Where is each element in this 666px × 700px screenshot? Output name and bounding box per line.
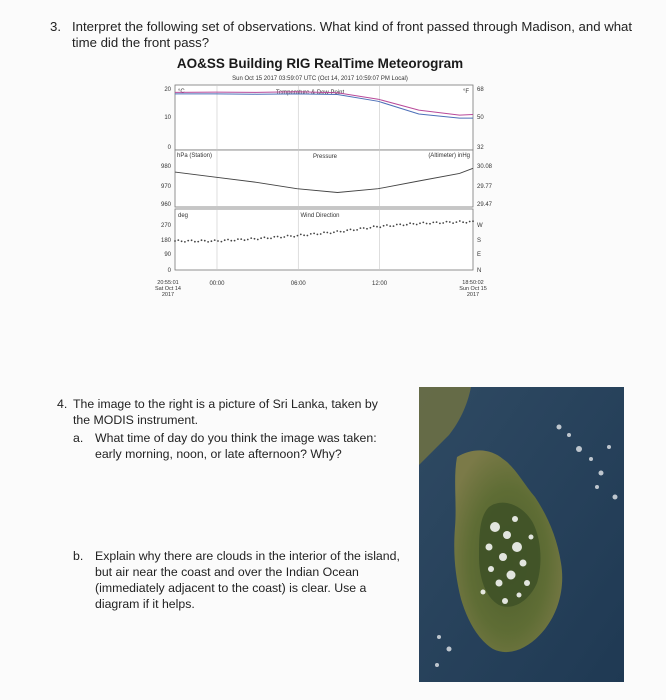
panel2-right-tick: 29.77	[477, 184, 493, 190]
panel2-left-tick: 960	[160, 202, 171, 208]
wind-direction-point	[247, 239, 249, 241]
wind-direction-point	[466, 222, 468, 224]
panel3-right-tick: S	[477, 238, 482, 244]
question-4a-number: a.	[73, 431, 84, 445]
wind-direction-point	[326, 232, 328, 234]
wind-direction-point	[174, 240, 176, 242]
panel2-left-tick: 980	[160, 164, 171, 170]
time-axis-end: 2017	[466, 292, 480, 298]
wind-direction-point	[177, 239, 179, 241]
wind-direction-point	[472, 220, 474, 222]
wind-direction-point	[389, 225, 391, 227]
panel3-left-tick: 0	[167, 268, 171, 274]
question-4b-number: b.	[73, 549, 84, 563]
sri-lanka-satellite-image	[419, 387, 624, 682]
wind-direction-point	[313, 233, 315, 235]
wind-direction-point	[340, 231, 342, 233]
wind-direction-point	[343, 231, 345, 233]
panel3-left-tick: 180	[160, 238, 171, 244]
wind-direction-point	[426, 223, 428, 225]
wind-direction-point	[376, 226, 378, 228]
panel2-right-tick: 29.47	[477, 202, 493, 208]
wind-direction-point	[350, 229, 352, 231]
panel1-right-tick: 68	[477, 87, 484, 93]
wind-direction-point	[462, 221, 464, 223]
question-4-number: 4.	[57, 397, 68, 411]
wind-direction-point	[360, 227, 362, 229]
meteogram	[140, 56, 500, 306]
wind-direction-point	[456, 221, 458, 223]
wind-direction-point	[270, 238, 272, 240]
meteogram-title: AO&SS Building RIG RealTime Meteorogram	[176, 56, 464, 71]
panel3-right-tick: N	[477, 268, 482, 274]
wind-direction-point	[399, 223, 401, 225]
wind-direction-point	[303, 234, 305, 236]
wind-direction-point	[403, 225, 405, 227]
wind-direction-point	[244, 239, 246, 241]
wind-direction-point	[409, 222, 411, 224]
wind-direction-point	[197, 241, 199, 243]
wind-direction-point	[422, 222, 424, 224]
wind-direction-point	[283, 236, 285, 238]
wind-direction-point	[234, 240, 236, 242]
panel1-left-tick: 0	[167, 145, 171, 151]
time-axis-end: Sun Oct 15	[459, 286, 487, 292]
question-4a-text: What time of day do you think the image was taken: early morning, noon, or late afternoon? Why?	[95, 431, 377, 461]
wind-direction-point	[449, 221, 451, 223]
panel1-right-tick: 50	[477, 115, 484, 121]
wind-direction-point	[280, 237, 282, 239]
wind-direction-point	[201, 239, 203, 241]
wind-direction-point	[287, 235, 289, 237]
wind-direction-point	[346, 229, 348, 231]
wind-direction-point	[293, 236, 295, 238]
question-4-text: The image to the right is a picture of Sri Lanka, taken by the MODIS instrument.	[73, 397, 378, 427]
panel1-unit-right: °F	[463, 89, 470, 95]
wind-direction-point	[386, 224, 388, 226]
wind-direction-point	[317, 234, 319, 236]
wind-direction-point	[254, 238, 256, 240]
wind-direction-point	[224, 239, 226, 241]
wind-direction-point	[194, 241, 196, 243]
meteogram-subtitle: Sun Oct 15 2017 03:59:07 UTC (Oct 14, 2017 10:59:07 PM Local)	[232, 76, 408, 82]
wind-direction-point	[356, 229, 358, 231]
panel3-label-center: Wind Direction	[300, 213, 340, 219]
wind-direction-point	[217, 240, 219, 242]
wind-direction-point	[383, 225, 385, 227]
wind-direction-point	[227, 239, 229, 241]
panel1-left-tick: 20	[164, 87, 171, 93]
wind-direction-point	[436, 221, 438, 223]
question-4b-text: Explain why there are clouds in the interior of the island, but air near the coast and over the Indian Ocean (immediately adjacent to the coast) is clear. Use a diagram if it helps.	[95, 549, 400, 611]
wind-direction-point	[264, 236, 266, 238]
panel2-label-center: Pressure	[312, 154, 338, 160]
wind-direction-point	[320, 233, 322, 235]
wind-direction-point	[250, 237, 252, 239]
wind-direction-point	[230, 240, 232, 242]
wind-direction-point	[204, 240, 206, 242]
wind-direction-point	[439, 223, 441, 225]
wind-direction-point	[442, 222, 444, 224]
time-axis-tick: 06:00	[290, 281, 306, 287]
meteogram-chart	[140, 56, 500, 306]
wind-direction-point	[416, 224, 418, 226]
panel2-right-tick: 30.08	[477, 164, 493, 170]
wind-direction-point	[413, 223, 415, 225]
wind-direction-point	[211, 240, 213, 242]
wind-direction-point	[191, 239, 193, 241]
wind-direction-point	[290, 235, 292, 237]
panel2-label-left: hPa (Station)	[177, 153, 213, 159]
time-axis-end: 18:50:02	[462, 280, 484, 286]
panel3-left-tick: 90	[164, 252, 171, 258]
wind-direction-point	[181, 240, 183, 242]
panel1-legend: Temperature & Dew Point	[275, 90, 345, 96]
time-axis-start: 2017	[161, 292, 175, 298]
wind-direction-point	[297, 235, 299, 237]
wind-direction-point	[310, 233, 312, 235]
time-axis-tick: 00:00	[209, 281, 225, 287]
wind-direction-point	[267, 237, 269, 239]
wind-direction-point	[432, 222, 434, 224]
wind-direction-point	[214, 239, 216, 241]
wind-direction-point	[452, 222, 454, 224]
wind-direction-point	[396, 224, 398, 226]
wind-direction-point	[429, 223, 431, 225]
panel1-left-tick: 10	[164, 115, 171, 121]
wind-direction-point	[363, 227, 365, 229]
wind-direction-point	[333, 231, 335, 233]
wind-direction-point	[330, 233, 332, 235]
panel1-unit-left: °C	[178, 89, 185, 95]
wind-direction-point	[277, 236, 279, 238]
panel2-label-right: (Altimeter) inHg	[428, 153, 470, 159]
panel1-right-tick: 32	[477, 145, 484, 151]
time-axis-start: 20:55:01	[157, 280, 179, 286]
wind-direction-point	[370, 227, 372, 229]
wind-direction-point	[207, 241, 209, 243]
wind-direction-point	[373, 225, 375, 227]
question-3-text: Interpret the following set of observations. What kind of front passed through Madison, and what time did the front pass?	[72, 19, 633, 50]
wind-direction-point	[307, 235, 309, 237]
wind-direction-point	[273, 236, 275, 238]
wind-direction-point	[257, 239, 259, 241]
wind-direction-point	[187, 240, 189, 242]
panel3-right-tick: E	[477, 252, 482, 258]
panel3-left-tick: 270	[160, 223, 171, 229]
wind-direction-point	[237, 238, 239, 240]
wind-direction-point	[184, 241, 186, 243]
wind-direction-point	[366, 228, 368, 230]
wind-direction-point	[446, 221, 448, 223]
wind-direction-point	[353, 229, 355, 231]
wind-direction-point	[419, 222, 421, 224]
wind-direction-point	[323, 231, 325, 233]
panel3-right-tick: W	[477, 223, 483, 229]
wind-direction-point	[300, 234, 302, 236]
wind-direction-point	[393, 225, 395, 227]
wind-direction-point	[379, 226, 381, 228]
time-axis-start: Sat Oct 14	[155, 286, 181, 292]
wind-direction-point	[240, 238, 242, 240]
wind-direction-point	[260, 237, 262, 239]
panel3-label-left: deg	[178, 213, 189, 219]
question-3-number: 3.	[50, 19, 61, 34]
wind-direction-point	[459, 220, 461, 222]
wind-direction-point	[221, 241, 223, 243]
panel2-left-tick: 970	[160, 184, 171, 190]
time-axis-tick: 12:00	[372, 281, 388, 287]
wind-direction-point	[406, 224, 408, 226]
wind-direction-point	[469, 221, 471, 223]
wind-direction-point	[336, 230, 338, 232]
